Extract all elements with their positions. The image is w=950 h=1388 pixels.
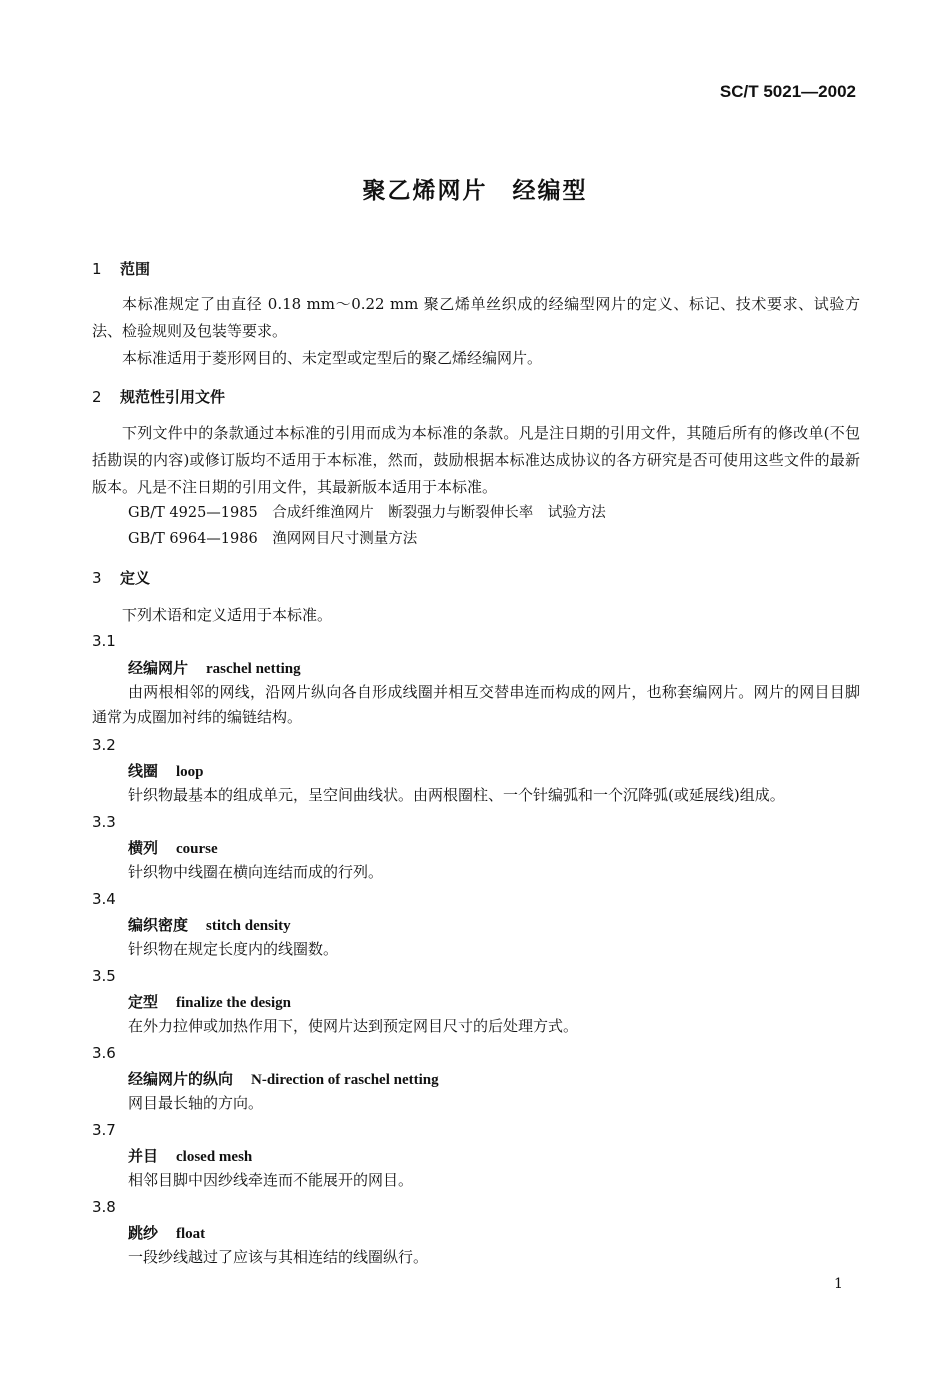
section-title: 规范性引用文件 xyxy=(120,388,226,406)
reference-item: GB/T 4925—1985 合成纤维渔网片 断裂强力与断裂伸长率 试验方法 xyxy=(128,505,606,521)
section-number: 1 xyxy=(92,260,102,278)
term-definition: 针织物在规定长度内的线圈数。 xyxy=(128,940,339,958)
section-number: 3 xyxy=(92,569,102,587)
clause-number: 3.7 xyxy=(92,1121,116,1139)
section-number: 2 xyxy=(92,388,102,406)
term xyxy=(128,1068,439,1089)
document-title: 聚乙烯网片 经编型 xyxy=(362,178,588,204)
term-definition: 针织物最基本的组成单元，呈空间曲线状。由两根圈柱、一个针编弧和一个沉降弧(或延展线)组成。 xyxy=(128,786,785,804)
term-zh: 线圈 xyxy=(128,762,159,780)
paragraph: 本标准规定了由直径 0.18 mm～0.22 mm 聚乙烯单丝织成的经编型网片的定义、标记、技术要求、试验方法、检验规则及包装等要求。 xyxy=(92,295,860,340)
term-zh: 跳纱 xyxy=(128,1224,159,1242)
term-en: course xyxy=(176,841,218,857)
term-zh: 经编网片 xyxy=(128,659,189,677)
section-heading-references xyxy=(92,386,225,407)
section-heading-definitions xyxy=(92,567,150,588)
paragraph: 下列文件中的条款通过本标准的引用而成为本标准的条款。凡是注日期的引用文件，其随后所有的修改单(不包括勘误的内容)或修订版均不适用于本标准，然而，鼓励根据本标准达成协议的各方研究是否可使用这些文件的最新版本。凡是不注日期的引用文件，其最新版本适用于本标准。 xyxy=(92,424,860,496)
clause-number: 3.3 xyxy=(92,813,116,831)
clause-number: 3.2 xyxy=(92,736,116,754)
term-definition: 在外力拉伸或加热作用下，使网片达到预定网目尺寸的后处理方式。 xyxy=(128,1017,579,1035)
term xyxy=(128,1222,205,1243)
term-zh: 并目 xyxy=(128,1147,159,1165)
term-en: finalize the design xyxy=(176,995,292,1011)
term-definition: 网目最长轴的方向。 xyxy=(128,1094,264,1112)
term-en: N-direction of raschel netting xyxy=(251,1072,439,1088)
paragraph: 本标准适用于菱形网目的、未定型或定型后的聚乙烯经编网片。 xyxy=(122,349,543,367)
reference-item: GB/T 6964—1986 渔网网目尺寸测量方法 xyxy=(128,531,418,547)
term xyxy=(128,991,291,1012)
term-zh: 横列 xyxy=(128,839,159,857)
term xyxy=(128,837,218,858)
term-zh: 编织密度 xyxy=(128,916,189,934)
term-en: closed mesh xyxy=(176,1149,253,1165)
term xyxy=(128,760,204,781)
term-zh: 经编网片的纵向 xyxy=(128,1070,234,1088)
clause-number: 3.5 xyxy=(92,967,116,985)
term-definition: 由两根相邻的网线，沿网片纵向各自形成线圈并相互交替串连而构成的网片，也称套编网片。网片的网目目脚通常为成圈加衬纬的编链结构。 xyxy=(92,683,860,726)
term-en: raschel netting xyxy=(206,661,301,677)
section-heading-scope xyxy=(92,258,150,279)
term xyxy=(128,1145,252,1166)
clause-number: 3.1 xyxy=(92,632,116,650)
clause-number: 3.6 xyxy=(92,1044,116,1062)
term-definition: 一段纱线越过了应该与其相连结的线圈纵行。 xyxy=(128,1248,429,1266)
term-zh: 定型 xyxy=(128,993,159,1011)
paragraph: 下列术语和定义适用于本标准。 xyxy=(122,606,333,624)
clause-number: 3.4 xyxy=(92,890,116,908)
term xyxy=(128,657,301,678)
page-number: 1 xyxy=(834,1276,843,1292)
section-title: 定义 xyxy=(120,569,151,587)
section-title: 范围 xyxy=(120,260,151,278)
term-definition: 针织物中线圈在横向连结而成的行列。 xyxy=(128,863,384,881)
term xyxy=(128,914,291,935)
term-definition: 相邻目脚中因纱线牵连而不能展开的网目。 xyxy=(128,1171,414,1189)
clause-number: 3.8 xyxy=(92,1198,116,1216)
term-en: loop xyxy=(176,764,204,780)
term-en: stitch density xyxy=(206,918,291,934)
standard-code: SC/T 5021—2002 xyxy=(719,82,856,101)
term-en: float xyxy=(176,1226,206,1242)
